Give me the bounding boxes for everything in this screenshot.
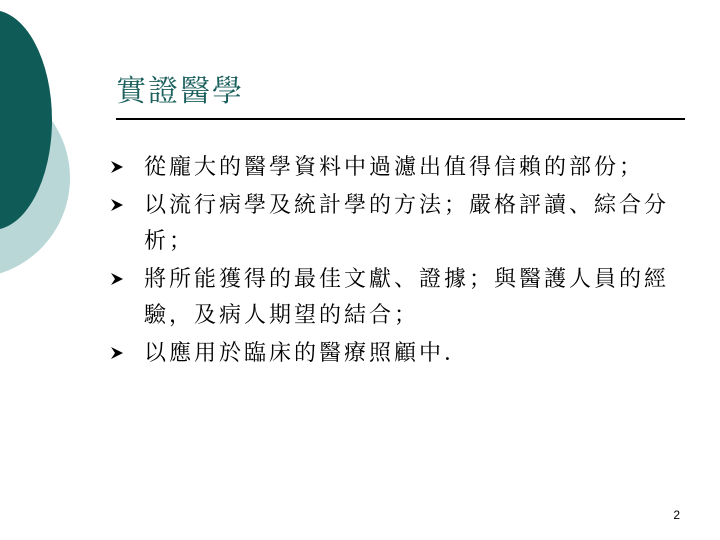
arrow-bullet-icon	[110, 150, 144, 174]
decorative-circles	[0, 0, 90, 300]
bullet-text: 將所能獲得的最佳文獻、證據；與醫護人員的經驗，及病人期望的結合；	[144, 267, 670, 328]
page-number: 2	[673, 508, 680, 522]
bullet-text: 從龐大的醫學資料中過濾出值得信賴的部份；	[144, 155, 645, 180]
arrow-bullet-icon	[110, 336, 144, 360]
bullet-item	[110, 336, 680, 372]
bullet-item	[110, 150, 680, 186]
bullet-list	[110, 150, 680, 374]
bullet-item	[110, 188, 680, 260]
arrow-bullet-icon	[110, 262, 144, 286]
bullet-item	[110, 262, 680, 334]
bullet-text: 以應用於臨床的醫療照顧中．	[144, 341, 470, 366]
arrow-bullet-icon	[110, 188, 144, 212]
bullet-text: 以流行病學及統計學的方法；嚴格評讀、綜合分析；	[144, 193, 670, 254]
slide-title: 實證醫學	[116, 74, 244, 109]
title-underline	[116, 118, 685, 120]
